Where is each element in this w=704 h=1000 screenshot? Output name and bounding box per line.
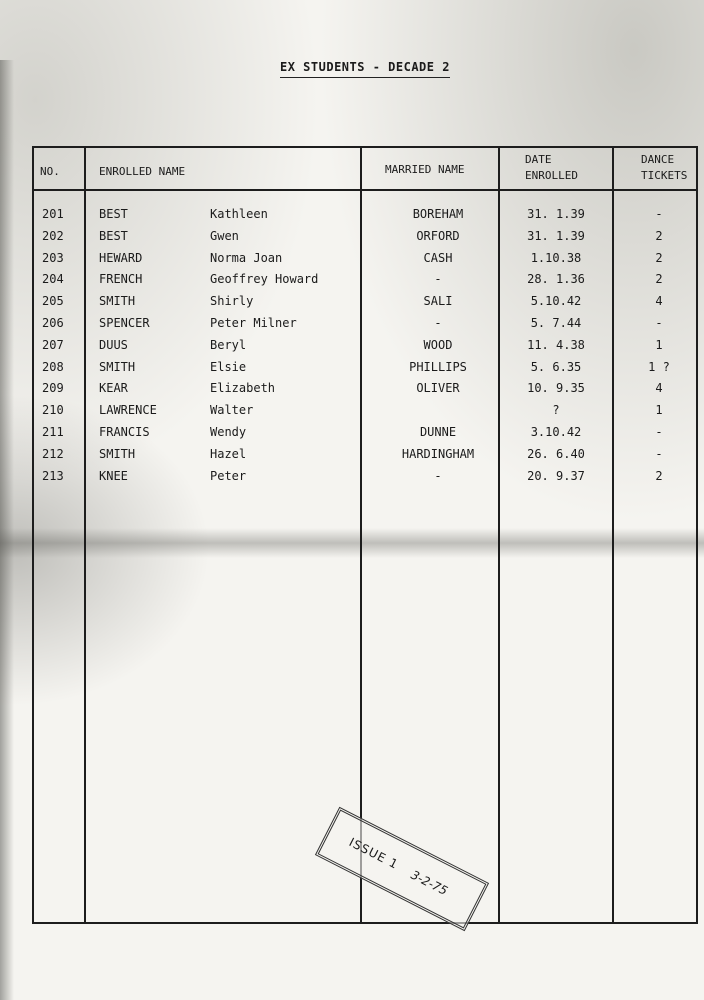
cell-surname: FRENCH	[99, 272, 143, 287]
cell-tickets: -	[655, 207, 663, 221]
cell-first: Gwen	[210, 228, 239, 243]
cell-no: 206	[42, 316, 64, 330]
cell-first: Wendy	[210, 425, 247, 439]
cell-no: 210	[42, 403, 64, 418]
cell-surname: FRANCIS	[99, 425, 150, 439]
cell-first: Peter	[210, 468, 247, 483]
cell-married: WOOD	[423, 337, 453, 352]
cell-first: Peter Milner	[210, 316, 297, 330]
cell-married: SALI	[423, 294, 453, 309]
cell-no: 203	[42, 250, 64, 265]
cell-no: 208	[42, 359, 64, 374]
cell-surname: SMITH	[99, 359, 136, 374]
cell-date: 5. 6.35	[530, 359, 582, 374]
stamp-issue-label: ISSUE 1	[346, 835, 401, 872]
table-row	[0, 447, 704, 469]
cell-surname: SMITH	[99, 294, 136, 309]
cell-first: Elsie	[210, 359, 247, 374]
header-date-line2: ENROLLED	[525, 169, 578, 182]
cell-first: Kathleen	[210, 207, 268, 221]
cell-married: -	[434, 272, 442, 287]
cell-surname: SMITH	[99, 446, 136, 461]
cell-surname: SPENCER	[99, 316, 150, 330]
cell-tickets: 4	[655, 294, 663, 309]
table-row	[0, 294, 704, 316]
cell-tickets: 4	[655, 381, 663, 396]
header-date-line1: DATE	[525, 153, 552, 166]
cell-surname: LAWRENCE	[99, 403, 157, 418]
cell-married: HARDINGHAM	[401, 446, 475, 461]
cell-date: 3.10.42	[530, 425, 582, 439]
page-title: EX STUDENTS - DECADE 2	[280, 60, 450, 78]
cell-date: 31. 1.39	[527, 207, 585, 221]
cell-married: CASH	[423, 250, 453, 265]
cell-no: 205	[42, 294, 64, 309]
cell-married: -	[434, 468, 442, 483]
table-row	[0, 338, 704, 360]
cell-date: 5. 7.44	[530, 316, 582, 330]
header-divider	[32, 189, 698, 191]
cell-no: 207	[42, 337, 64, 352]
cell-tickets: 2	[655, 250, 663, 265]
cell-first: Hazel	[210, 446, 247, 461]
cell-married: PHILLIPS	[409, 359, 467, 374]
cell-married: BOREHAM	[412, 207, 464, 221]
cell-date: 5.10.42	[530, 294, 582, 309]
cell-no: 201	[42, 207, 64, 221]
cell-first: Elizabeth	[210, 381, 276, 396]
table-row	[0, 251, 704, 273]
cell-tickets: -	[655, 425, 663, 439]
header-tickets-line2: TICKETS	[641, 169, 688, 182]
cell-married: OLIVER	[416, 381, 460, 396]
header-married-name: MARRIED NAME	[385, 163, 465, 176]
cell-no: 204	[42, 272, 64, 287]
cell-surname: BEST	[99, 207, 128, 221]
cell-tickets: 1	[655, 337, 663, 352]
cell-tickets: 2	[655, 228, 663, 243]
table-row	[0, 316, 704, 338]
table-row	[0, 360, 704, 382]
cell-date: 10. 9.35	[527, 381, 585, 396]
header-enrolled-name: ENROLLED NAME	[99, 165, 186, 178]
table-row	[0, 272, 704, 294]
cell-no: 212	[42, 446, 64, 461]
cell-date: 31. 1.39	[527, 228, 585, 243]
cell-married: DUNNE	[419, 425, 457, 439]
cell-date: ?	[552, 403, 560, 418]
table-row	[0, 469, 704, 491]
cell-surname: KEAR	[99, 381, 128, 396]
cell-surname: HEWARD	[99, 250, 143, 265]
table-row	[0, 425, 704, 447]
cell-tickets: 2	[655, 468, 663, 483]
table-row	[0, 381, 704, 403]
cell-no: 202	[42, 228, 64, 243]
cell-no: 211	[42, 425, 64, 439]
cell-surname: DUUS	[99, 337, 128, 352]
cell-first: Geoffrey Howard	[210, 272, 319, 287]
cell-surname: BEST	[99, 228, 128, 243]
cell-first: Beryl	[210, 337, 247, 352]
cell-date: 11. 4.38	[527, 337, 585, 352]
cell-first: Norma Joan	[210, 250, 283, 265]
cell-no: 213	[42, 468, 64, 483]
cell-tickets: 2	[655, 272, 663, 287]
cell-surname: KNEE	[99, 468, 128, 483]
cell-date: 1.10.38	[530, 250, 582, 265]
cell-first: Walter	[210, 403, 254, 418]
cell-no: 209	[42, 381, 64, 396]
cell-married: ORFORD	[416, 228, 460, 243]
table-row	[0, 229, 704, 251]
cell-tickets: 1	[655, 403, 663, 418]
header-no: NO.	[40, 165, 60, 178]
table-row	[0, 403, 704, 425]
cell-date: 26. 6.40	[527, 446, 585, 461]
cell-tickets: 1 ?	[648, 359, 670, 374]
cell-first: Shirly	[210, 294, 254, 309]
cell-date: 28. 1.36	[527, 272, 585, 287]
cell-date: 20. 9.37	[527, 468, 585, 483]
table-row	[0, 207, 704, 229]
header-tickets-line1: DANCE	[641, 153, 675, 166]
cell-tickets: -	[655, 316, 663, 330]
cell-tickets: -	[655, 446, 663, 461]
stamp-date: 3-2-75	[408, 867, 450, 899]
cell-married: -	[434, 316, 442, 330]
